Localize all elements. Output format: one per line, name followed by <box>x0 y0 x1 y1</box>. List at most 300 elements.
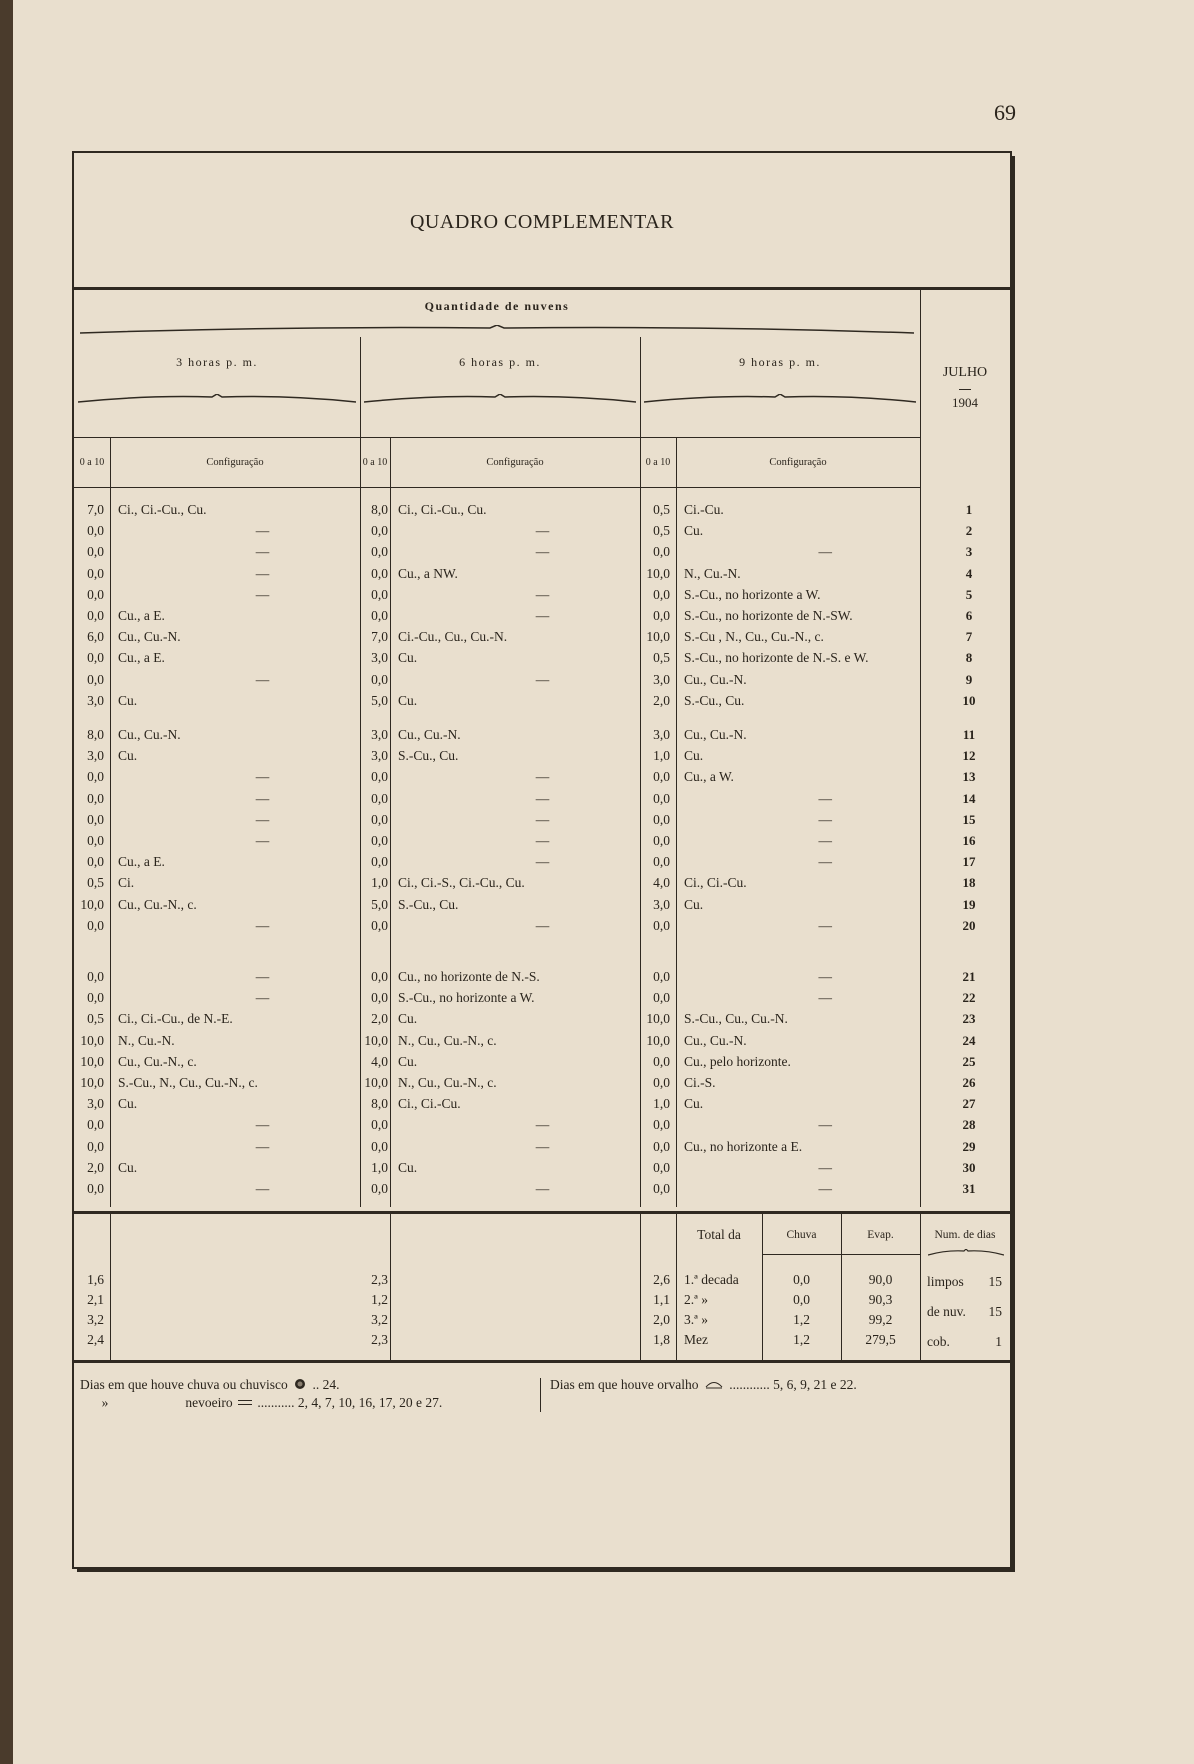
value-3pm: 0,0 <box>87 969 104 984</box>
table-row <box>74 851 1010 872</box>
config-9pm: Cu., Cu.-N. <box>684 1032 747 1048</box>
config-9pm: — <box>818 544 832 560</box>
config-6pm: N., Cu., Cu.-N., c. <box>398 1075 497 1090</box>
value-6pm: 5,0 <box>371 896 388 912</box>
value-6pm: 0,0 <box>371 1181 388 1196</box>
table-row <box>74 788 1010 809</box>
config-9pm: Ci., Ci.-Cu. <box>684 875 747 891</box>
config-9pm: S.-Cu., Cu. <box>684 692 745 708</box>
rain-days-note <box>80 1377 339 1393</box>
value-header-9pm: 0 a 10 <box>645 457 671 468</box>
header-divider <box>74 437 920 438</box>
value-6pm: 10,0 <box>364 1032 388 1048</box>
value-9pm: 1,0 <box>653 748 670 764</box>
config-6pm: — <box>535 854 550 870</box>
period-6pm-brace <box>364 394 636 404</box>
total-rain-value: 0,0 <box>793 1292 810 1307</box>
table-row <box>74 541 1010 562</box>
total-rain-value: 1,2 <box>793 1332 810 1347</box>
value-9pm: 0,5 <box>653 523 670 539</box>
config-6pm: — <box>535 544 550 560</box>
value-9pm: 0,0 <box>653 1138 670 1154</box>
config-9pm: — <box>818 811 832 827</box>
config-9pm: S.-Cu., no horizonte de N.-SW. <box>684 608 853 623</box>
table-row <box>74 669 1010 690</box>
value-6pm: 3,0 <box>371 727 388 742</box>
total-period-label: 1.ª decada <box>684 1272 739 1287</box>
value-3pm: 3,0 <box>87 692 104 708</box>
config-3pm: Cu. <box>118 1159 138 1175</box>
day-number: 8 <box>965 650 973 666</box>
value-3pm: 0,0 <box>87 1138 104 1154</box>
config-9pm: S.-Cu., no horizonte de N.-S. e W. <box>684 650 869 666</box>
mean-6pm: 2,3 <box>371 1272 388 1287</box>
value-3pm: 0,0 <box>87 1117 104 1133</box>
config-3pm: Cu., a E. <box>118 608 165 623</box>
total-evap-value: 99,2 <box>868 1312 893 1327</box>
value-6pm: 0,0 <box>371 671 388 687</box>
summary-divider <box>74 1211 1010 1214</box>
day-number: 29 <box>962 1138 976 1154</box>
value-9pm: 10,0 <box>646 629 670 645</box>
value-9pm: 0,0 <box>653 990 670 1006</box>
period-9pm-label: 9 horas p. m. <box>739 355 821 369</box>
config-6pm: — <box>535 790 550 806</box>
value-6pm: 0,0 <box>371 769 388 785</box>
table-row <box>74 724 1010 745</box>
day-number: 12 <box>962 748 976 764</box>
mean-9pm: 1,8 <box>653 1332 670 1347</box>
value-9pm: 0,5 <box>653 502 670 517</box>
day-number: 23 <box>962 1011 976 1027</box>
fog-days-value: ........... 2, 4, 7, 10, 16, 17, 20 e 27. <box>257 1395 443 1410</box>
config-9pm: Cu., a W. <box>684 769 734 785</box>
value-6pm: 1,0 <box>371 875 388 891</box>
value-3pm: 0,0 <box>87 854 104 870</box>
value-3pm: 0,0 <box>87 990 104 1006</box>
mean-6pm: 1,2 <box>371 1292 388 1307</box>
table-row <box>74 584 1010 605</box>
month-rule <box>959 389 971 390</box>
value-3pm: 10,0 <box>80 1032 104 1048</box>
config-3pm: — <box>255 917 270 933</box>
value-6pm: 0,0 <box>371 565 388 581</box>
config-6pm: Cu., a NW. <box>398 565 458 581</box>
value-9pm: 0,0 <box>653 1075 670 1090</box>
config-3pm: — <box>255 523 270 539</box>
config-9pm: Cu., no horizonte a E. <box>684 1138 803 1154</box>
value-9pm: 4,0 <box>653 875 670 891</box>
day-count-label: limpos <box>927 1274 964 1289</box>
table-row <box>74 1072 1010 1093</box>
value-9pm: 10,0 <box>646 1011 670 1027</box>
total-rain-value: 1,2 <box>793 1312 810 1327</box>
value-3pm: 2,0 <box>87 1159 104 1175</box>
day-number: 5 <box>965 586 973 602</box>
table-row <box>74 987 1010 1008</box>
config-3pm: — <box>255 544 270 560</box>
value-3pm: 0,0 <box>87 833 104 848</box>
value-9pm: 0,0 <box>653 969 670 984</box>
config-6pm: — <box>535 1138 550 1154</box>
value-3pm: 7,0 <box>87 502 104 517</box>
value-9pm: 0,0 <box>653 1117 670 1133</box>
mean-3pm: 1,6 <box>87 1272 104 1287</box>
quantity-header: Quantidade de nuvens <box>424 299 570 313</box>
value-6pm: 0,0 <box>371 1117 388 1133</box>
day-number: 21 <box>962 969 976 984</box>
config-3pm: — <box>255 811 270 827</box>
value-9pm: 0,0 <box>653 586 670 602</box>
dew-symbol-icon <box>705 1379 723 1389</box>
page-number: 69 <box>994 100 1016 125</box>
day-number: 13 <box>962 769 976 785</box>
column-header-divider <box>74 487 920 488</box>
day-count-label: de nuv. <box>927 1304 966 1319</box>
config-3pm: — <box>255 1138 270 1154</box>
totals-header: Total da <box>697 1227 741 1242</box>
config-3pm: — <box>255 1117 270 1133</box>
config-3pm: Cu., Cu.-N., c. <box>118 896 197 912</box>
config-3pm: Ci., Ci.-Cu., de N.-E. <box>118 1011 233 1027</box>
table-row <box>74 563 1010 584</box>
table-row <box>74 1178 1010 1199</box>
value-9pm: 0,0 <box>653 1181 670 1196</box>
config-9pm: S.-Cu., no horizonte a W. <box>684 586 821 602</box>
day-number: 4 <box>965 565 973 581</box>
value-9pm: 10,0 <box>646 565 670 581</box>
value-3pm: 0,0 <box>87 671 104 687</box>
mean-3pm: 2,4 <box>87 1332 104 1347</box>
value-6pm: 0,0 <box>371 608 388 623</box>
period-3pm-brace <box>78 394 356 404</box>
total-rain-value: 0,0 <box>793 1272 810 1287</box>
days-count-header: Num. de dias <box>934 1229 996 1241</box>
value-6pm: 8,0 <box>371 502 388 517</box>
value-9pm: 0,0 <box>653 1159 670 1175</box>
table-row <box>74 626 1010 647</box>
value-9pm: 10,0 <box>646 1032 670 1048</box>
day-number: 31 <box>962 1181 976 1196</box>
mean-9pm: 2,0 <box>653 1312 670 1327</box>
total-evap-value: 90,0 <box>868 1272 893 1287</box>
config-6pm: Cu., Cu.-N. <box>398 727 461 742</box>
config-3pm: Cu. <box>118 692 138 708</box>
config-9pm: S.-Cu., Cu., Cu.-N. <box>684 1011 788 1027</box>
fog-symbol-icon <box>238 1400 252 1405</box>
config-9pm: Cu. <box>684 896 704 912</box>
config-9pm: — <box>818 969 832 984</box>
day-count-value: 1 <box>995 1334 1002 1349</box>
config-3pm: — <box>255 833 270 848</box>
value-3pm: 0,5 <box>87 1011 104 1027</box>
config-3pm: Cu., Cu.-N., c. <box>118 1053 197 1069</box>
value-3pm: 6,0 <box>87 629 104 645</box>
value-3pm: 0,0 <box>87 917 104 933</box>
value-9pm: 3,0 <box>653 727 670 742</box>
footnote-divider-v <box>540 1378 541 1412</box>
value-9pm: 0,0 <box>653 769 670 785</box>
table-row <box>74 1093 1010 1114</box>
day-number: 24 <box>962 1032 976 1048</box>
value-9pm: 0,0 <box>653 790 670 806</box>
rain-symbol-icon <box>294 1378 306 1390</box>
day-number: 18 <box>962 875 976 891</box>
value-6pm: 3,0 <box>371 650 388 666</box>
config-6pm: — <box>535 769 550 785</box>
day-number: 26 <box>962 1075 976 1090</box>
value-9pm: 0,0 <box>653 544 670 560</box>
config-3pm: Cu. <box>118 748 138 764</box>
summary-divider-b <box>390 1214 391 1360</box>
value-6pm: 0,0 <box>371 586 388 602</box>
table-row <box>74 1157 1010 1178</box>
config-3pm: S.-Cu., N., Cu., Cu.-N., c. <box>118 1075 258 1090</box>
month-label: JULHO <box>942 365 988 380</box>
config-9pm: — <box>818 790 832 806</box>
table-row <box>74 894 1010 915</box>
config-header-9pm: Configuração <box>769 457 827 468</box>
table-row <box>74 1136 1010 1157</box>
config-9pm: Cu. <box>684 1096 704 1112</box>
value-3pm: 0,5 <box>87 875 104 891</box>
day-count-value: 15 <box>988 1274 1002 1289</box>
value-9pm: 2,0 <box>653 692 670 708</box>
table-row <box>74 690 1010 711</box>
value-3pm: 0,0 <box>87 523 104 539</box>
config-3pm: N., Cu.-N. <box>118 1032 175 1048</box>
rain-days-value: .. 24. <box>312 1377 340 1392</box>
config-3pm: — <box>255 1181 270 1196</box>
value-3pm: 0,0 <box>87 650 104 666</box>
table-row <box>74 647 1010 668</box>
summary-divider-a <box>110 1214 111 1360</box>
config-3pm: Cu. <box>118 1096 138 1112</box>
day-count-value: 15 <box>988 1304 1002 1319</box>
dew-days-label: Dias em que houve orvalho <box>550 1377 699 1392</box>
table-row <box>74 1030 1010 1051</box>
config-6pm: — <box>535 1117 550 1133</box>
value-3pm: 0,0 <box>87 608 104 623</box>
total-period-label: Mez <box>684 1332 708 1347</box>
table-row <box>74 872 1010 893</box>
table-row <box>74 1051 1010 1072</box>
config-6pm: Cu. <box>398 650 418 666</box>
fog-days-label: nevoeiro <box>185 1395 233 1410</box>
config-header-3pm: Configuração <box>206 457 264 468</box>
value-6pm: 1,0 <box>371 1159 388 1175</box>
value-6pm: 10,0 <box>364 1075 388 1090</box>
value-3pm: 10,0 <box>80 1075 104 1090</box>
config-6pm: Ci., Ci.-S., Ci.-Cu., Cu. <box>398 875 525 891</box>
total-period-label: 3.ª » <box>684 1312 708 1327</box>
table-row <box>74 766 1010 787</box>
day-number: 25 <box>962 1053 976 1069</box>
day-count-label: cob. <box>927 1334 950 1349</box>
value-6pm: 3,0 <box>371 748 388 764</box>
year-label: 1904 <box>952 395 978 410</box>
days-count-brace <box>928 1249 1004 1257</box>
value-9pm: 0,0 <box>653 833 670 848</box>
config-6pm: Ci.-Cu., Cu., Cu.-N. <box>398 629 508 645</box>
config-9pm: — <box>818 1117 832 1133</box>
value-3pm: 0,0 <box>87 811 104 827</box>
config-9pm: Cu. <box>684 748 704 764</box>
table-row <box>74 745 1010 766</box>
config-3pm: Cu., a E. <box>118 650 165 666</box>
config-header-6pm: Configuração <box>486 457 544 468</box>
config-9pm: — <box>818 917 832 933</box>
value-3pm: 0,0 <box>87 544 104 560</box>
config-6pm: — <box>535 1181 550 1196</box>
value-9pm: 0,0 <box>653 811 670 827</box>
value-3pm: 0,0 <box>87 586 104 602</box>
table-row <box>74 1114 1010 1135</box>
value-3pm: 8,0 <box>87 727 104 742</box>
table-row <box>74 830 1010 851</box>
value-6pm: 0,0 <box>371 544 388 560</box>
day-number: 10 <box>962 692 976 708</box>
value-6pm: 0,0 <box>371 917 388 933</box>
day-number: 6 <box>965 608 973 623</box>
value-9pm: 0,0 <box>653 1053 670 1069</box>
summary-subheader-line <box>762 1254 920 1255</box>
config-9pm: Cu. <box>684 523 704 539</box>
day-number: 17 <box>962 854 976 870</box>
total-period-label: 2.ª » <box>684 1292 708 1307</box>
mean-6pm: 3,2 <box>371 1312 388 1327</box>
day-number: 9 <box>965 671 973 687</box>
mean-3pm: 3,2 <box>87 1312 104 1327</box>
table-row <box>74 966 1010 987</box>
value-3pm: 3,0 <box>87 1096 104 1112</box>
value-6pm: 2,0 <box>371 1011 388 1027</box>
dew-days-value: ............ 5, 6, 9, 21 e 22. <box>729 1377 857 1392</box>
config-3pm: Cu., a E. <box>118 854 165 870</box>
total-evap-value: 279,5 <box>865 1332 896 1347</box>
config-3pm: Cu., Cu.-N. <box>118 629 181 645</box>
table-title: QUADRO COMPLEMENTAR <box>409 211 675 233</box>
config-6pm: Cu. <box>398 1053 418 1069</box>
day-number: 16 <box>962 833 976 848</box>
value-6pm: 0,0 <box>371 833 388 848</box>
day-number: 27 <box>962 1096 976 1112</box>
value-3pm: 10,0 <box>80 1053 104 1069</box>
day-number: 2 <box>965 523 973 539</box>
config-6pm: N., Cu., Cu.-N., c. <box>398 1032 497 1048</box>
value-header-6pm: 0 a 10 <box>362 457 388 468</box>
config-6pm: Cu., no horizonte de N.-S. <box>398 969 540 984</box>
table-row <box>74 809 1010 830</box>
fog-days-note <box>80 1395 442 1411</box>
config-9pm: — <box>818 1159 832 1175</box>
value-3pm: 0,0 <box>87 790 104 806</box>
value-6pm: 0,0 <box>371 790 388 806</box>
day-number: 30 <box>962 1159 976 1175</box>
table-row <box>74 605 1010 626</box>
value-3pm: 0,0 <box>87 1181 104 1196</box>
config-9pm: Cu., pelo horizonte. <box>684 1053 791 1069</box>
config-9pm: S.-Cu , N., Cu., Cu.-N., c. <box>684 629 824 645</box>
value-6pm: 0,0 <box>371 854 388 870</box>
config-3pm: — <box>255 969 270 984</box>
day-number: 19 <box>962 896 976 912</box>
value-3pm: 3,0 <box>87 748 104 764</box>
config-6pm: Ci., Ci.-Cu., Cu. <box>398 502 487 517</box>
config-9pm: — <box>818 833 832 848</box>
value-6pm: 0,0 <box>371 1138 388 1154</box>
day-number: 15 <box>962 811 976 827</box>
footnote-divider <box>74 1360 1010 1363</box>
config-3pm: — <box>255 671 270 687</box>
day-number: 22 <box>962 990 976 1006</box>
value-6pm: 8,0 <box>371 1096 388 1112</box>
config-6pm: — <box>535 523 550 539</box>
day-number: 14 <box>962 790 976 806</box>
table-row <box>74 1008 1010 1029</box>
mean-3pm: 2,1 <box>87 1292 104 1307</box>
config-9pm: Cu., Cu.-N. <box>684 671 747 687</box>
value-header-3pm: 0 a 10 <box>79 457 105 468</box>
config-9pm: Cu., Cu.-N. <box>684 727 747 742</box>
day-number: 20 <box>962 917 976 933</box>
value-6pm: 4,0 <box>371 1053 388 1069</box>
day-number: 3 <box>965 544 973 560</box>
total-evap-value: 90,3 <box>868 1292 893 1307</box>
day-number: 28 <box>962 1117 976 1133</box>
period-6pm-label: 6 horas p. m. <box>459 355 541 369</box>
value-9pm: 0,0 <box>653 917 670 933</box>
config-9pm: Ci.-S. <box>684 1075 716 1090</box>
config-3pm: — <box>255 586 270 602</box>
day-number: 11 <box>962 727 976 742</box>
config-9pm: — <box>818 990 832 1006</box>
config-6pm: Cu. <box>398 692 418 708</box>
config-3pm: — <box>255 990 270 1006</box>
period-9pm-brace <box>644 394 916 404</box>
evap-header: Evap. <box>867 1229 894 1241</box>
value-9pm: 0,0 <box>653 608 670 623</box>
period-3pm-label: 3 horas p. m. <box>176 355 258 369</box>
config-3pm: — <box>255 565 270 581</box>
config-6pm: S.-Cu., Cu. <box>398 748 459 764</box>
value-6pm: 0,0 <box>371 969 388 984</box>
config-3pm: — <box>255 790 270 806</box>
value-3pm: 0,0 <box>87 565 104 581</box>
value-3pm: 10,0 <box>80 896 104 912</box>
config-3pm: Cu., Cu.-N. <box>118 727 181 742</box>
value-9pm: 0,5 <box>653 650 670 666</box>
config-6pm: — <box>535 671 550 687</box>
config-3pm: — <box>255 769 270 785</box>
value-6pm: 0,0 <box>371 523 388 539</box>
book-spine <box>0 0 13 1764</box>
config-6pm: — <box>535 917 550 933</box>
mean-6pm: 2,3 <box>371 1332 388 1347</box>
dew-days-note <box>550 1377 857 1393</box>
value-3pm: 0,0 <box>87 769 104 785</box>
value-9pm: 3,0 <box>653 896 670 912</box>
config-9pm: N., Cu.-N. <box>684 565 741 581</box>
config-6pm: — <box>535 586 550 602</box>
rain-header: Chuva <box>786 1229 817 1241</box>
mean-9pm: 2,6 <box>653 1272 670 1287</box>
value-9pm: 3,0 <box>653 671 670 687</box>
value-6pm: 7,0 <box>371 629 388 645</box>
config-6pm: — <box>535 833 550 848</box>
value-9pm: 1,0 <box>653 1096 670 1112</box>
config-9pm: — <box>818 854 832 870</box>
